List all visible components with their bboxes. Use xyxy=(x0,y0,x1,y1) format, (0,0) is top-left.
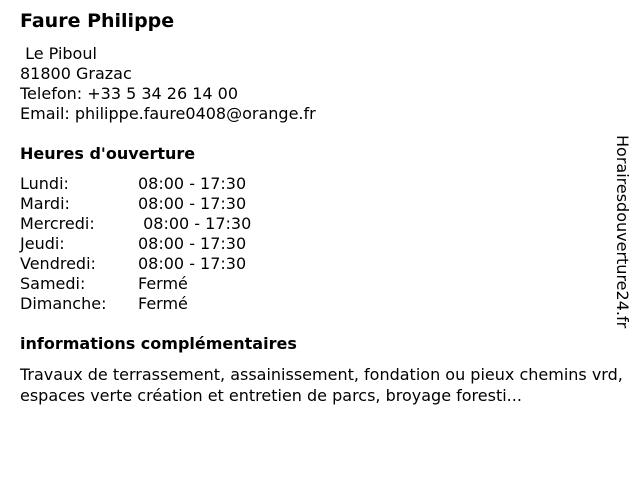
time-value: Fermé xyxy=(138,274,188,293)
opening-hours-table xyxy=(20,174,251,314)
email-address: Email: philippe.faure0408@orange.fr xyxy=(20,104,316,123)
street-address: Le Piboul xyxy=(20,44,97,63)
site-watermark: Horairesdouverture24.fr xyxy=(613,135,632,329)
time-value: 08:00 - 17:30 xyxy=(138,254,247,273)
info-heading: informations complémentaires xyxy=(20,334,297,353)
city-address: 81800 Grazac xyxy=(20,64,132,83)
time-value: 08:00 - 17:30 xyxy=(138,214,252,233)
hours-row-tuesday xyxy=(20,194,251,214)
phone-number: Telefon: +33 5 34 26 14 00 xyxy=(20,84,239,103)
hours-row-friday xyxy=(20,254,251,274)
time-value: 08:00 - 17:30 xyxy=(138,174,247,193)
hours-heading: Heures d'ouverture xyxy=(20,144,196,163)
day-label: Samedi: xyxy=(20,274,86,293)
hours-row-wednesday xyxy=(20,214,251,234)
day-label: Lundi: xyxy=(20,174,69,193)
hours-row-monday xyxy=(20,174,251,194)
day-label: Mardi: xyxy=(20,194,70,213)
hours-row-sunday xyxy=(20,294,251,314)
hours-row-thursday xyxy=(20,234,251,254)
contact-block xyxy=(20,44,316,124)
time-value: Fermé xyxy=(138,294,188,313)
business-name: Faure Philippe xyxy=(20,10,175,32)
info-description: Travaux de terrassement, assainissement, fondation ou pieux chemins vrd, espaces verte création et entretien de parcs, broyage foresti... xyxy=(20,365,623,405)
time-value: 08:00 - 17:30 xyxy=(138,234,247,253)
day-label: Vendredi: xyxy=(20,254,96,273)
hours-row-saturday xyxy=(20,274,251,294)
day-label: Mercredi: xyxy=(20,214,95,233)
day-label: Jeudi: xyxy=(20,234,65,253)
time-value: 08:00 - 17:30 xyxy=(138,194,247,213)
day-label: Dimanche: xyxy=(20,294,107,313)
